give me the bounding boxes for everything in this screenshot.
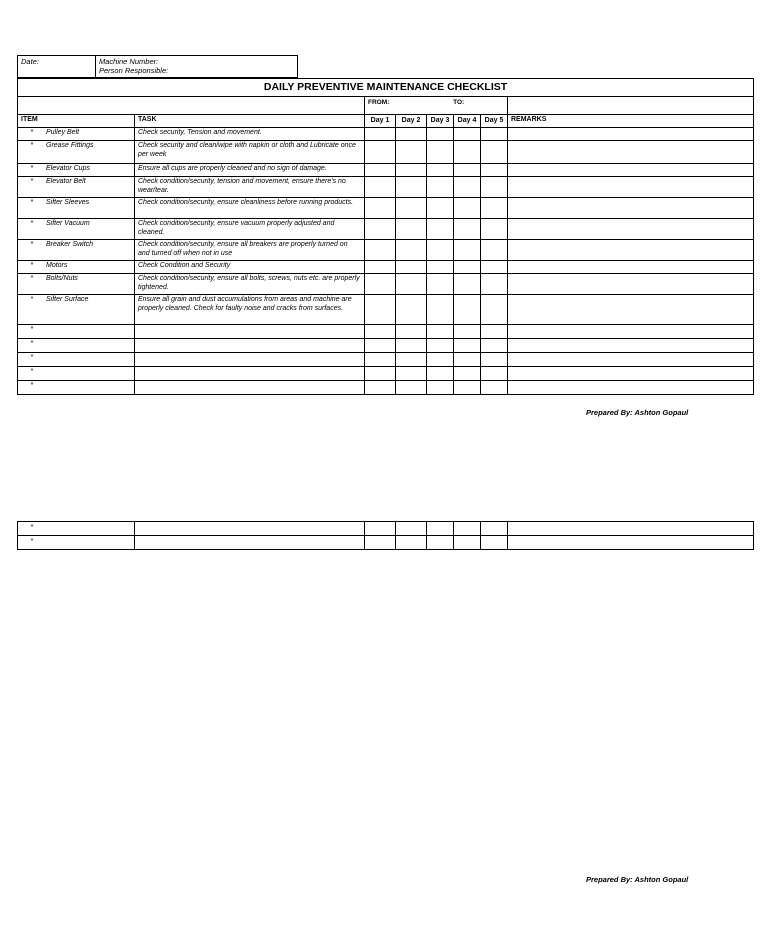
table-row (18, 273, 754, 294)
remarks-cell[interactable] (508, 294, 754, 324)
day1-check[interactable] (365, 163, 396, 176)
day5-check[interactable] (481, 197, 508, 218)
bullet: * (30, 295, 34, 303)
day4-check[interactable] (454, 324, 481, 338)
day5-check[interactable] (481, 536, 508, 550)
day4-check[interactable] (454, 294, 481, 324)
bullet: * (30, 353, 34, 361)
day1-check[interactable] (365, 197, 396, 218)
day3-check[interactable] (427, 260, 454, 273)
task-text: Check security and clean/wipe with napkin or cloth and Lubricate once per week (135, 140, 365, 163)
remarks-cell[interactable] (508, 324, 754, 338)
day3-check[interactable] (427, 273, 454, 294)
task-column-header: TASK (135, 115, 365, 128)
table-row (18, 163, 754, 176)
task-text: Check condition/security, ensure all bolts, screws, nuts etc. are properly tightened. (135, 273, 365, 294)
day4-check[interactable] (454, 522, 481, 536)
item-name: Pulley Belt (46, 128, 80, 136)
bullet: * (30, 367, 34, 375)
day2-check[interactable] (396, 536, 427, 550)
day5-check[interactable] (481, 273, 508, 294)
task-cell[interactable] (135, 366, 365, 380)
day5-check[interactable] (481, 260, 508, 273)
day5-check[interactable] (481, 176, 508, 197)
person-responsible-label: Person Responsible: (99, 66, 169, 75)
day4-check[interactable] (454, 239, 481, 260)
task-cell[interactable] (135, 522, 365, 536)
empty-row (18, 380, 754, 394)
item-name: Sifter Sleeves (46, 198, 90, 206)
day4-check[interactable] (454, 127, 481, 140)
bullet: * (30, 261, 34, 269)
day4-column-header: Day 4 (454, 115, 481, 128)
day2-check[interactable] (396, 127, 427, 140)
checklist-continuation-table (17, 521, 754, 550)
task-text: Ensure all grain and dust accumulations from areas and machine are properly cleaned. Check for faulty noise and cracks from surfaces. (135, 294, 365, 324)
task-text: Ensure all cups are properly cleaned and no sign of damage. (135, 163, 365, 176)
day2-check[interactable] (396, 294, 427, 324)
day3-check[interactable] (427, 324, 454, 338)
day1-check[interactable] (365, 352, 396, 366)
bullet: * (30, 538, 34, 545)
day5-check[interactable] (481, 338, 508, 352)
remarks-cell[interactable] (508, 163, 754, 176)
date-label: Date: (21, 57, 39, 66)
day2-check[interactable] (396, 273, 427, 294)
from-label: FROM: (368, 99, 390, 106)
table-row (18, 127, 754, 140)
table-row (18, 218, 754, 239)
day1-check[interactable] (365, 140, 396, 163)
day1-check[interactable] (365, 324, 396, 338)
task-text: Check condition/security, tension and movement, ensure there's no wear/tear. (135, 176, 365, 197)
bullet: * (30, 219, 34, 227)
bullet: * (30, 177, 34, 185)
machine-person-field (96, 56, 298, 78)
day4-check[interactable] (454, 176, 481, 197)
remarks-cell[interactable] (508, 380, 754, 394)
remarks-column-header: REMARKS (508, 115, 754, 128)
remarks-cell[interactable] (508, 273, 754, 294)
bullet: * (30, 164, 34, 172)
bullet: * (30, 381, 34, 389)
page-title: DAILY PREVENTIVE MAINTENANCE CHECKLIST (18, 79, 754, 97)
day1-check[interactable] (365, 127, 396, 140)
empty-row (18, 536, 754, 550)
item-column-header: ITEM (18, 115, 135, 128)
day4-check[interactable] (454, 352, 481, 366)
day3-check[interactable] (427, 197, 454, 218)
task-text: Check condition/security, ensure cleanliness before running products. (135, 197, 365, 218)
day1-check[interactable] (365, 239, 396, 260)
day1-check[interactable] (365, 176, 396, 197)
empty-row (18, 366, 754, 380)
day1-check[interactable] (365, 338, 396, 352)
to-label: TO: (453, 99, 465, 106)
day5-check[interactable] (481, 239, 508, 260)
day5-check[interactable] (481, 163, 508, 176)
item-name: Elevator Belt (46, 177, 86, 185)
header-info-table (17, 55, 298, 78)
bullet: * (30, 274, 34, 282)
day4-check[interactable] (454, 380, 481, 394)
remarks-cell[interactable] (508, 176, 754, 197)
day2-check[interactable] (396, 260, 427, 273)
day3-check[interactable] (427, 294, 454, 324)
day4-check[interactable] (454, 218, 481, 239)
remarks-cell[interactable] (508, 140, 754, 163)
date-field (18, 56, 96, 78)
day5-check[interactable] (481, 140, 508, 163)
day1-check[interactable] (365, 536, 396, 550)
day5-check[interactable] (481, 218, 508, 239)
remarks-cell[interactable] (508, 127, 754, 140)
prepared-by-label-footer: Prepared By: Ashton Gopaul (586, 875, 689, 884)
day3-check[interactable] (427, 522, 454, 536)
task-text: Check condition/security, ensure all breakers are properly turned on and turned off when not in use (135, 239, 365, 260)
day3-check[interactable] (427, 239, 454, 260)
day2-check[interactable] (396, 522, 427, 536)
task-cell[interactable] (135, 380, 365, 394)
day5-check[interactable] (481, 127, 508, 140)
item-name: Motors (46, 261, 68, 269)
period-cell (365, 97, 508, 115)
day3-check[interactable] (427, 127, 454, 140)
empty-row (18, 338, 754, 352)
day4-check[interactable] (454, 260, 481, 273)
table-row (18, 260, 754, 273)
day3-check[interactable] (427, 163, 454, 176)
table-row (18, 176, 754, 197)
remarks-cell[interactable] (508, 197, 754, 218)
checklist-table (17, 78, 754, 395)
task-cell[interactable] (135, 352, 365, 366)
bullet: * (30, 240, 34, 248)
task-cell[interactable] (135, 536, 365, 550)
day5-check[interactable] (481, 294, 508, 324)
day5-check[interactable] (481, 380, 508, 394)
task-cell[interactable] (135, 324, 365, 338)
day4-check[interactable] (454, 273, 481, 294)
day4-check[interactable] (454, 338, 481, 352)
day1-check[interactable] (365, 218, 396, 239)
day4-check[interactable] (454, 140, 481, 163)
item-name: Bolts/Nuts (46, 274, 78, 282)
day5-check[interactable] (481, 366, 508, 380)
day2-check[interactable] (396, 380, 427, 394)
remarks-cell[interactable] (508, 239, 754, 260)
bullet: * (30, 198, 34, 206)
day1-check[interactable] (365, 380, 396, 394)
empty-row (18, 324, 754, 338)
day4-check[interactable] (454, 366, 481, 380)
item-name: Elevator Cups (46, 164, 90, 172)
day5-check[interactable] (481, 324, 508, 338)
day3-check[interactable] (427, 352, 454, 366)
day3-check[interactable] (427, 140, 454, 163)
table-row (18, 197, 754, 218)
remarks-cell[interactable] (508, 260, 754, 273)
day3-check[interactable] (427, 338, 454, 352)
day2-check[interactable] (396, 197, 427, 218)
day3-column-header: Day 3 (427, 115, 454, 128)
remarks-cell[interactable] (508, 366, 754, 380)
task-cell[interactable] (135, 338, 365, 352)
day1-check[interactable] (365, 522, 396, 536)
day3-check[interactable] (427, 366, 454, 380)
table-row (18, 140, 754, 163)
task-text: Check Condition and Security (135, 260, 365, 273)
day2-check[interactable] (396, 140, 427, 163)
day5-check[interactable] (481, 352, 508, 366)
day1-check[interactable] (365, 366, 396, 380)
day2-check[interactable] (396, 163, 427, 176)
bullet: * (30, 141, 34, 149)
day2-check[interactable] (396, 324, 427, 338)
remarks-cell[interactable] (508, 536, 754, 550)
day2-check[interactable] (396, 218, 427, 239)
item-name: Sifter Vacuum (46, 219, 90, 227)
task-text: Check condition/security, ensure vacuum properly adjusted and cleaned. (135, 218, 365, 239)
empty-row (18, 352, 754, 366)
bullet: * (30, 325, 34, 333)
day2-column-header: Day 2 (396, 115, 427, 128)
day2-check[interactable] (396, 352, 427, 366)
empty-row (18, 522, 754, 536)
machine-number-label: Machine Number: (99, 57, 159, 66)
day3-check[interactable] (427, 218, 454, 239)
table-row (18, 239, 754, 260)
day1-check[interactable] (365, 273, 396, 294)
day2-check[interactable] (396, 366, 427, 380)
bullet: * (30, 128, 34, 136)
item-name: Grease Fittings (46, 141, 94, 149)
day4-check[interactable] (454, 163, 481, 176)
day2-check[interactable] (396, 239, 427, 260)
remarks-cell[interactable] (508, 338, 754, 352)
task-text: Check security, Tension and movement. (135, 127, 365, 140)
bullet: * (30, 524, 34, 531)
day4-check[interactable] (454, 197, 481, 218)
day2-check[interactable] (396, 338, 427, 352)
day1-check[interactable] (365, 294, 396, 324)
day3-check[interactable] (427, 536, 454, 550)
day1-column-header: Day 1 (365, 115, 396, 128)
day3-check[interactable] (427, 176, 454, 197)
bullet: * (30, 339, 34, 347)
day3-check[interactable] (427, 380, 454, 394)
day1-check[interactable] (365, 260, 396, 273)
table-row (18, 294, 754, 324)
remarks-cell[interactable] (508, 352, 754, 366)
day5-column-header: Day 5 (481, 115, 508, 128)
item-name: Breaker Switch (46, 240, 94, 248)
remarks-cell[interactable] (508, 522, 754, 536)
prepared-by-label: Prepared By: Ashton Gopaul (586, 408, 689, 417)
item-name: Sifter Surface (46, 295, 89, 303)
day5-check[interactable] (481, 522, 508, 536)
day4-check[interactable] (454, 536, 481, 550)
day2-check[interactable] (396, 176, 427, 197)
remarks-cell[interactable] (508, 218, 754, 239)
